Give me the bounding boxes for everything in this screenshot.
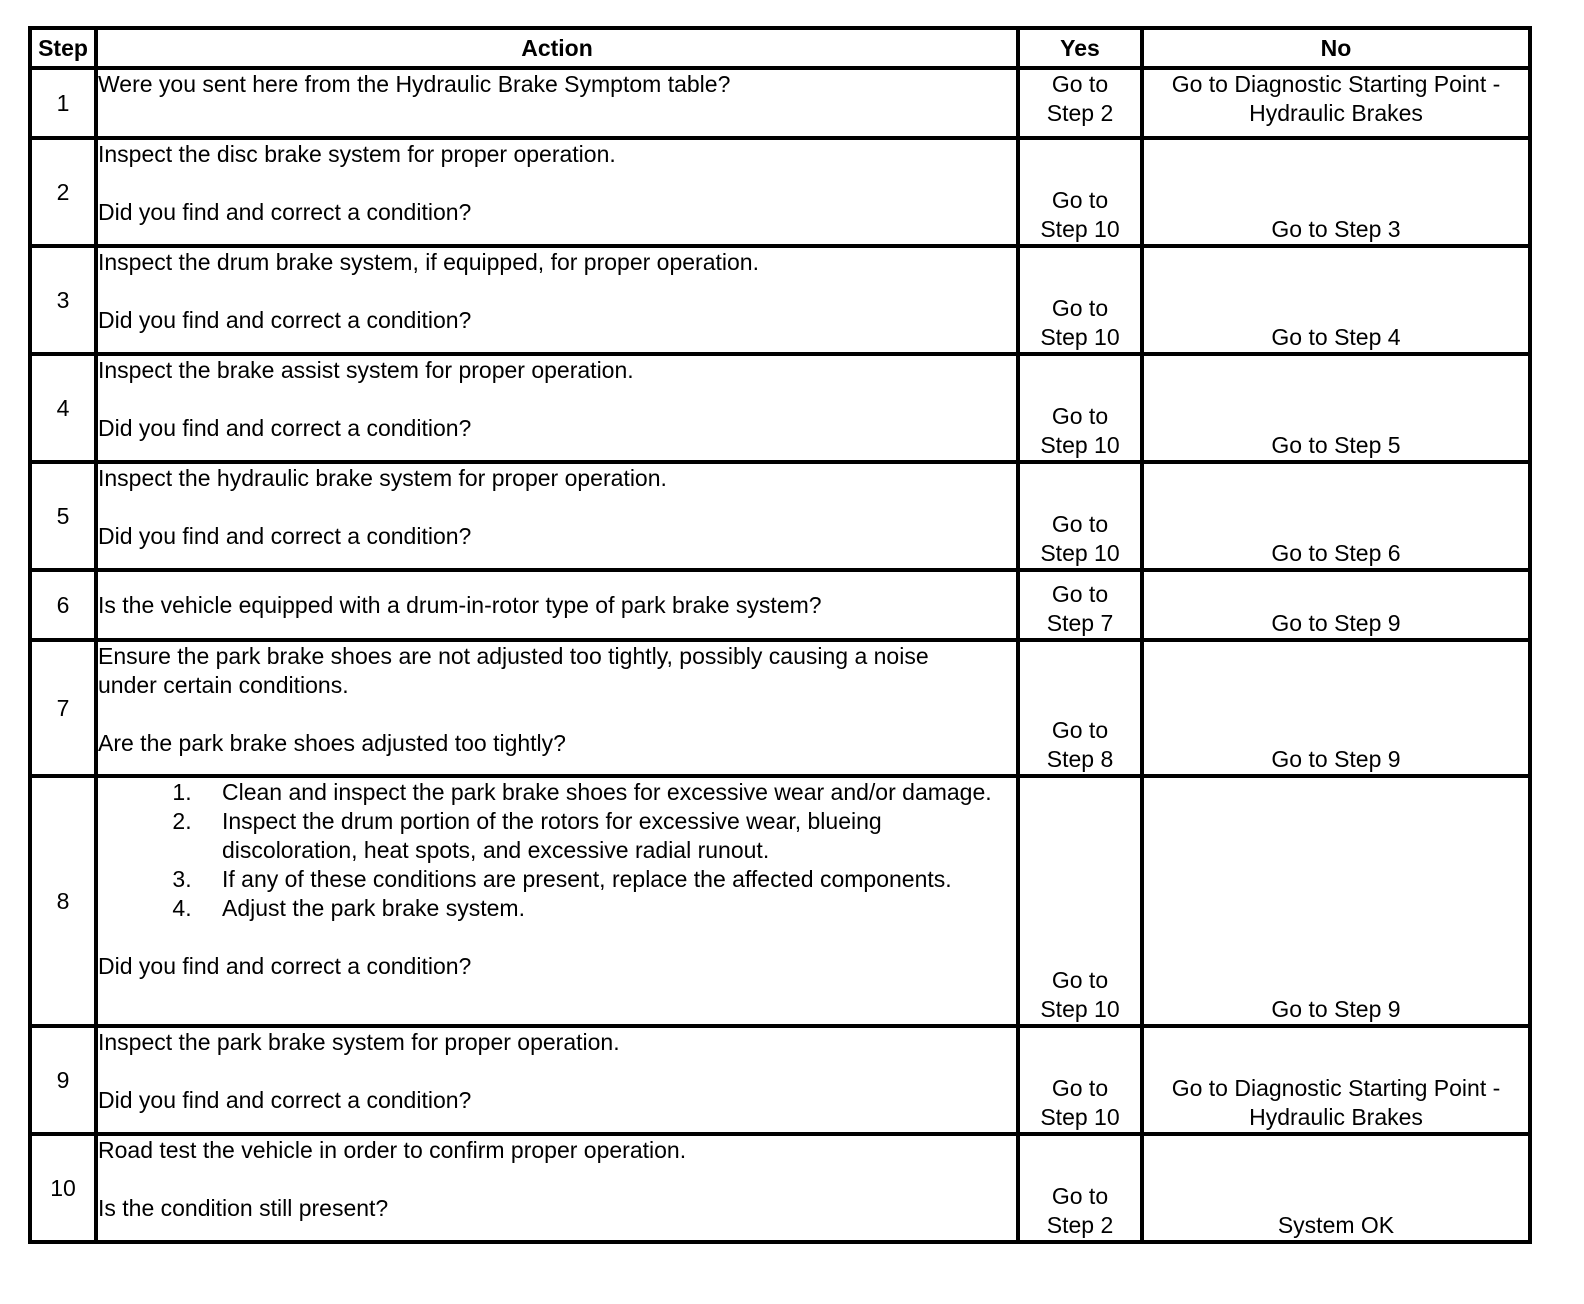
- no-cell: [1142, 1134, 1530, 1242]
- header-action: Action: [96, 28, 1018, 68]
- no-text: Go to Diagnostic Starting Point -: [1171, 71, 1501, 97]
- no-text: Hydraulic Brakes: [1249, 100, 1423, 126]
- step-number: 9: [30, 1026, 96, 1134]
- action-question: Did you find and correct a condition?: [98, 199, 472, 225]
- no-text: Go to Step 9: [1271, 746, 1401, 772]
- action-cell: [96, 138, 1018, 246]
- table-row: [30, 570, 1530, 640]
- no-cell: [1142, 640, 1530, 776]
- action-cell: [96, 640, 1018, 776]
- yes-text: Step 2: [1046, 100, 1114, 126]
- step-number: 2: [30, 138, 96, 246]
- no-cell: [1142, 1026, 1530, 1134]
- step-number: 6: [30, 570, 96, 640]
- no-text: Go to Diagnostic Starting Point -: [1171, 1075, 1501, 1101]
- no-text: Go to Step 6: [1271, 540, 1401, 566]
- action-text: Ensure the park brake shoes are not adjusted too tightly, possibly causing a noise: [98, 643, 929, 669]
- no-text: Go to Step 4: [1271, 324, 1401, 350]
- no-cell: [1142, 68, 1530, 138]
- action-cell: [96, 246, 1018, 354]
- no-text: Go to Step 9: [1271, 996, 1401, 1022]
- procedure-item: 1. Clean and inspect the park brake shoes for excessive wear and/or damage.: [198, 778, 1016, 807]
- no-cell: [1142, 570, 1530, 640]
- action-question: Are the park brake shoes adjusted too tightly?: [98, 730, 566, 756]
- action-cell: [96, 354, 1018, 462]
- yes-text: Go to: [1051, 717, 1109, 743]
- header-yes: Yes: [1018, 28, 1142, 68]
- yes-text: Go to: [1051, 187, 1109, 213]
- yes-cell: [1018, 246, 1142, 354]
- action-question: Did you find and correct a condition?: [98, 523, 472, 549]
- step-number: 5: [30, 462, 96, 570]
- no-text: Hydraulic Brakes: [1249, 1104, 1423, 1130]
- yes-text: Go to: [1051, 71, 1109, 97]
- yes-cell: [1018, 1134, 1142, 1242]
- no-text: System OK: [1277, 1212, 1395, 1238]
- no-cell: [1142, 462, 1530, 570]
- yes-text: Go to: [1051, 1183, 1109, 1209]
- yes-text: Step 10: [1040, 432, 1120, 458]
- table-row: [30, 1026, 1530, 1134]
- no-cell: [1142, 776, 1530, 1026]
- action-text: Inspect the drum brake system, if equipped, for proper operation.: [98, 249, 759, 275]
- yes-cell: [1018, 640, 1142, 776]
- yes-cell: [1018, 570, 1142, 640]
- header-row: [30, 28, 1530, 68]
- no-text: Go to Step 3: [1271, 216, 1401, 242]
- table-row: [30, 640, 1530, 776]
- no-text: Go to Step 5: [1271, 432, 1401, 458]
- procedure-item: 3. If any of these conditions are present, replace the affected components.: [198, 865, 1016, 894]
- yes-text: Go to: [1051, 581, 1109, 607]
- step-number: 7: [30, 640, 96, 776]
- diagnostic-table: [28, 26, 1532, 1244]
- action-cell: [96, 1134, 1018, 1242]
- header-step: Step: [30, 28, 96, 68]
- yes-cell: [1018, 776, 1142, 1026]
- no-cell: [1142, 246, 1530, 354]
- yes-text: Go to: [1051, 511, 1109, 537]
- step-number: 8: [30, 776, 96, 1026]
- yes-cell: [1018, 68, 1142, 138]
- yes-text: Step 2: [1046, 1212, 1114, 1238]
- yes-text: Step 10: [1040, 324, 1120, 350]
- yes-text: Step 7: [1046, 610, 1114, 636]
- no-text: Go to Step 9: [1271, 610, 1401, 636]
- step-number: 3: [30, 246, 96, 354]
- header-no: No: [1142, 28, 1530, 68]
- no-cell: [1142, 138, 1530, 246]
- action-text: under certain conditions.: [98, 672, 349, 698]
- action-text: Road test the vehicle in order to confirm proper operation.: [98, 1137, 687, 1163]
- table-row: [30, 138, 1530, 246]
- action-cell: [96, 68, 1018, 138]
- table-row: [30, 1134, 1530, 1242]
- action-cell: [96, 776, 1018, 1026]
- yes-text: Step 8: [1046, 746, 1114, 772]
- step-number: 10: [30, 1134, 96, 1242]
- yes-cell: [1018, 138, 1142, 246]
- action-text: Inspect the hydraulic brake system for proper operation.: [98, 465, 667, 491]
- no-cell: [1142, 354, 1530, 462]
- action-question: Did you find and correct a condition?: [98, 307, 472, 333]
- table-row: [30, 246, 1530, 354]
- procedure-list: [98, 778, 1016, 923]
- step-number: 4: [30, 354, 96, 462]
- yes-text: Go to: [1051, 295, 1109, 321]
- yes-text: Step 10: [1040, 540, 1120, 566]
- table-row: [30, 776, 1530, 1026]
- procedure-item: 4. Adjust the park brake system.: [198, 894, 1016, 923]
- action-text: Were you sent here from the Hydraulic Brake Symptom table?: [98, 71, 731, 97]
- step-number: 1: [30, 68, 96, 138]
- action-text: Inspect the disc brake system for proper operation.: [98, 141, 616, 167]
- action-question: Is the condition still present?: [98, 1195, 389, 1221]
- action-question: Did you find and correct a condition?: [98, 953, 472, 979]
- yes-cell: [1018, 1026, 1142, 1134]
- table-row: [30, 354, 1530, 462]
- yes-text: Go to: [1051, 1075, 1109, 1101]
- yes-text: Step 10: [1040, 996, 1120, 1022]
- action-question: Did you find and correct a condition?: [98, 415, 472, 441]
- yes-text: Go to: [1051, 967, 1109, 993]
- yes-cell: [1018, 354, 1142, 462]
- action-text: Is the vehicle equipped with a drum-in-rotor type of park brake system?: [98, 591, 822, 618]
- yes-cell: [1018, 462, 1142, 570]
- action-cell: [96, 570, 1018, 640]
- action-cell: [96, 1026, 1018, 1134]
- yes-text: Step 10: [1040, 1104, 1120, 1130]
- procedure-item: 2. Inspect the drum portion of the rotors for excessive wear, blueing discoloration, heat spots, and excessive radial runout.: [198, 807, 1016, 865]
- table-row: [30, 68, 1530, 138]
- action-question: Did you find and correct a condition?: [98, 1087, 472, 1113]
- action-cell: [96, 462, 1018, 570]
- table-row: [30, 462, 1530, 570]
- action-text: Inspect the brake assist system for proper operation.: [98, 357, 634, 383]
- action-text: Inspect the park brake system for proper operation.: [98, 1029, 620, 1055]
- yes-text: Step 10: [1040, 216, 1120, 242]
- yes-text: Go to: [1051, 403, 1109, 429]
